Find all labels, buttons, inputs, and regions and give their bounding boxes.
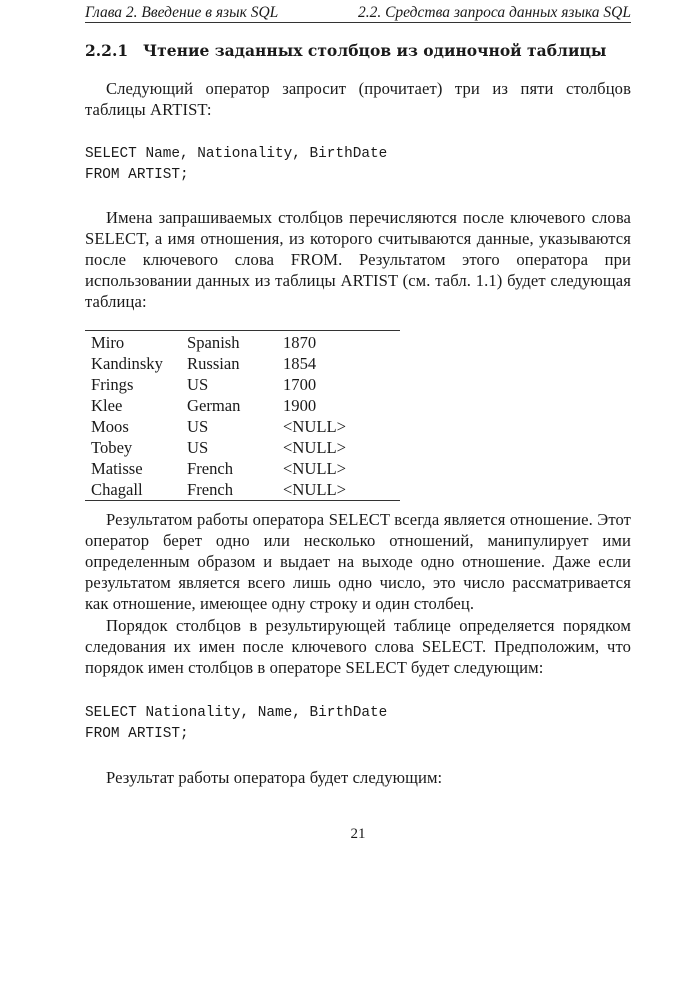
running-head-section: 2.2. Средства запроса данных языка SQL xyxy=(357,4,631,21)
table-cell: Spanish xyxy=(187,333,240,352)
paragraph-select-result: Результатом работы оператора SELECT всегда является отношение. Этот оператор берет одно или несколько отношений, манипулирует ими определенным образом и выдает на выходе одно отношение. Даже если результатом является всего лишь одно число, это число рассматривается как отношение, имеющее одну строку и один столбец. xyxy=(85,510,631,613)
table-row xyxy=(85,479,400,501)
code-line: FROM ARTIST; xyxy=(85,167,189,183)
table-row xyxy=(85,416,400,437)
paragraph-select-explanation: Имена запрашиваемых столбцов перечисляются после ключевого слова SELECT, а имя отношения, из которого считываются данные, указываются после ключевого слова FROM. Результатом этого оператора при использовании данных из таблицы ARTIST (см. табл. 1.1) будет следующая таблица: xyxy=(85,208,631,311)
table-cell: Miro xyxy=(91,333,125,352)
table-cell: Russian xyxy=(187,354,240,373)
table-cell: German xyxy=(187,396,241,415)
paragraph-column-order: Порядок столбцов в результирующей таблице определяется порядком следования их имен после ключевого слова SELECT. Предположим, что порядок имен столбцов в операторе SELECT будет следующим: xyxy=(85,616,631,677)
code-line: FROM ARTIST; xyxy=(85,726,189,742)
table-cell: 1700 xyxy=(283,375,317,394)
code-line: SELECT Nationality, Name, BirthDate xyxy=(85,705,388,721)
table-row xyxy=(85,395,400,416)
page-number: 21 xyxy=(350,826,366,842)
table-cell: <NULL> xyxy=(283,459,346,478)
table-cell: 1870 xyxy=(283,333,317,352)
running-head-chapter: Глава 2. Введение в язык SQL xyxy=(85,4,279,21)
table-cell: 1854 xyxy=(283,354,317,373)
table-row xyxy=(85,458,400,479)
table-cell: <NULL> xyxy=(283,417,346,436)
table-cell: Chagall xyxy=(91,480,143,499)
table-cell: Matisse xyxy=(91,459,143,478)
table-cell: Frings xyxy=(91,375,134,394)
table-cell: French xyxy=(187,459,234,478)
table-cell: French xyxy=(187,480,234,499)
code-line: SELECT Name, Nationality, BirthDate xyxy=(85,146,388,162)
table-cell: <NULL> xyxy=(283,438,346,457)
table-cell: Moos xyxy=(91,417,129,436)
table-cell: 1900 xyxy=(283,396,317,415)
paragraph-intro: Следующий оператор запросит (прочитает) три из пяти столбцов таблицы ARTIST: xyxy=(85,79,631,119)
paragraph-result-lead: Результат работы оператора будет следующим: xyxy=(106,768,443,787)
table-row xyxy=(85,437,400,458)
section-title: Чтение заданных столбцов из одиночной таблицы xyxy=(143,41,607,60)
table-row xyxy=(85,331,400,354)
table-cell: Klee xyxy=(91,396,123,415)
table-cell: Tobey xyxy=(91,438,133,457)
table-row xyxy=(85,374,400,395)
section-number: 2.2.1 xyxy=(85,41,129,60)
code-block-2 xyxy=(85,703,631,745)
header-rule xyxy=(85,22,631,23)
section-heading xyxy=(85,40,631,62)
table-cell: <NULL> xyxy=(283,480,346,499)
code-block-1 xyxy=(85,144,631,186)
table-cell: Kandinsky xyxy=(91,354,163,373)
result-table xyxy=(85,330,400,501)
table-cell: US xyxy=(187,438,209,457)
running-head xyxy=(85,3,631,23)
table-row xyxy=(85,353,400,374)
table-cell: US xyxy=(187,375,209,394)
table-cell: US xyxy=(187,417,209,436)
